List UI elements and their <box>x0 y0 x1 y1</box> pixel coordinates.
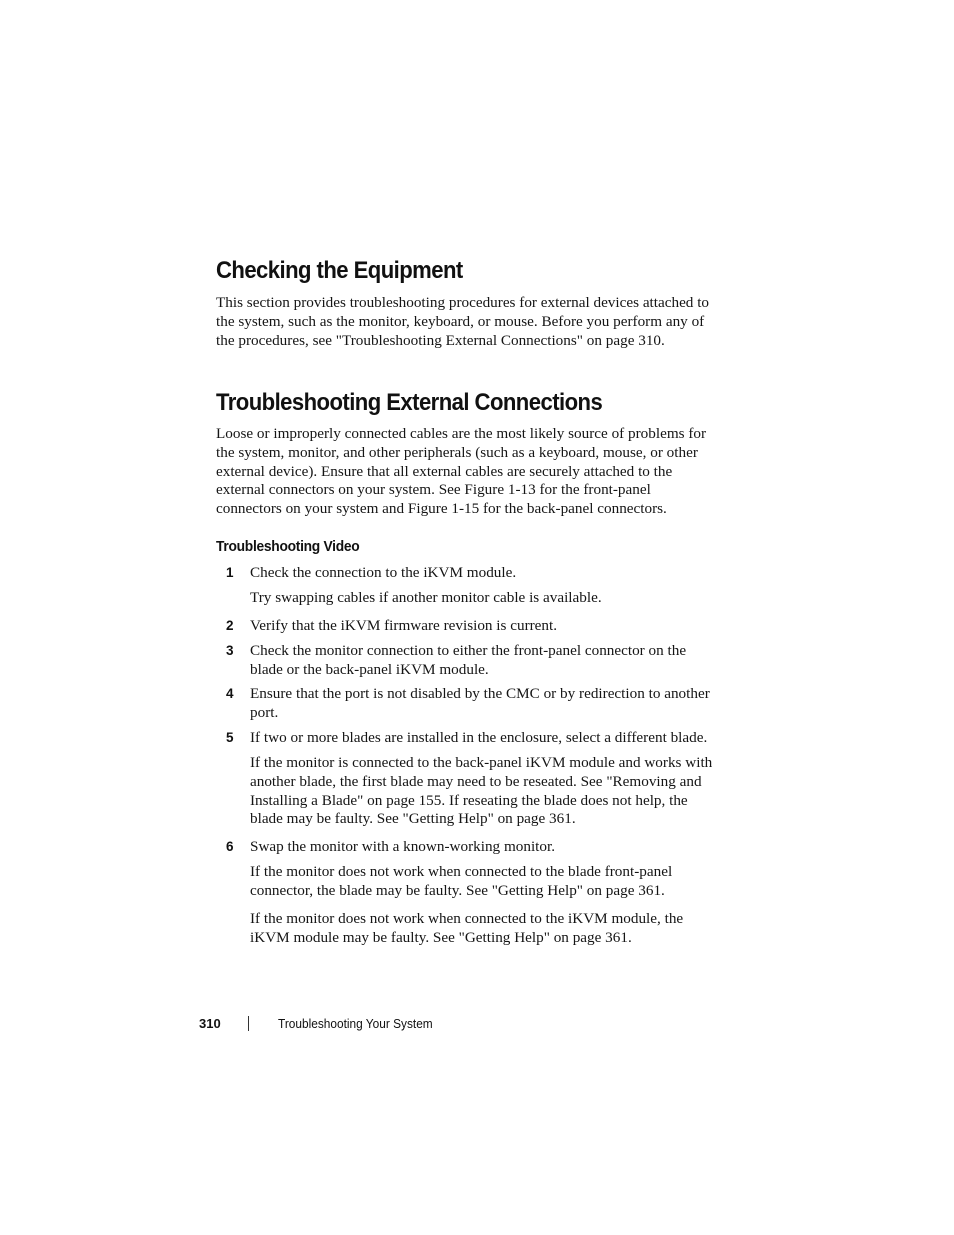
step-number: 6 <box>226 839 234 854</box>
step-text: Ensure that the port is not disabled by the CMC or by redirection to another port. <box>250 685 710 721</box>
section-heading-external-connections: Troubleshooting External Connections <box>216 389 603 416</box>
footer-separator <box>248 1016 249 1031</box>
step-text: Swap the monitor with a known-working monitor. <box>250 838 555 855</box>
step-note: If the monitor does not work when connected to the iKVM module, the iKVM module may be faulty. See "Getting Help" on page 361. <box>250 910 684 946</box>
step-text: Verify that the iKVM firmware revision is current. <box>250 617 558 634</box>
section-body-checking-equipment: This section provides troubleshooting procedures for external devices attached to the system, such as the monitor, keyboard, or mouse. Before you perform any of the procedures, see "Troubleshooting External Connections" on page 310. <box>216 294 710 349</box>
step-number: 2 <box>226 618 234 633</box>
step-number: 1 <box>226 565 234 580</box>
footer-chapter-title: Troubleshooting Your System <box>278 1017 433 1031</box>
step-text: Check the connection to the iKVM module. <box>250 564 517 581</box>
step-text: If two or more blades are installed in the enclosure, select a different blade. <box>250 729 708 746</box>
step-number: 4 <box>226 686 234 701</box>
section-heading-checking-equipment: Checking the Equipment <box>216 257 463 284</box>
step-number: 3 <box>226 643 234 658</box>
step-note: Try swapping cables if another monitor cable is available. <box>250 589 602 606</box>
step-note: If the monitor does not work when connected to the blade front-panel connector, the blade may be faulty. See "Getting Help" on page 361. <box>250 863 673 899</box>
subsection-heading-troubleshooting-video: Troubleshooting Video <box>216 538 360 555</box>
page-number: 310 <box>199 1016 221 1031</box>
step-text: Check the monitor connection to either the front-panel connector on the blade or the back-panel iKVM module. <box>250 642 687 678</box>
step-note: If the monitor is connected to the back-panel iKVM module and works with another blade, the first blade may need to be reseated. See "Removing and Installing a Blade" on page 155. If reseating the blade does not help, the blade may be faulty. See "Getting Help" on page 361. <box>250 754 713 828</box>
section-body-external-connections: Loose or improperly connected cables are the most likely source of problems for the system, monitor, and other peripherals (such as a keyboard, mouse, or other external device). Ensure that all external cables are securely attached to the external connectors on your system. See Figure 1-13 for the front-panel connectors on your system and Figure 1-15 for the back-panel connectors. <box>216 425 707 518</box>
step-number: 5 <box>226 730 234 745</box>
